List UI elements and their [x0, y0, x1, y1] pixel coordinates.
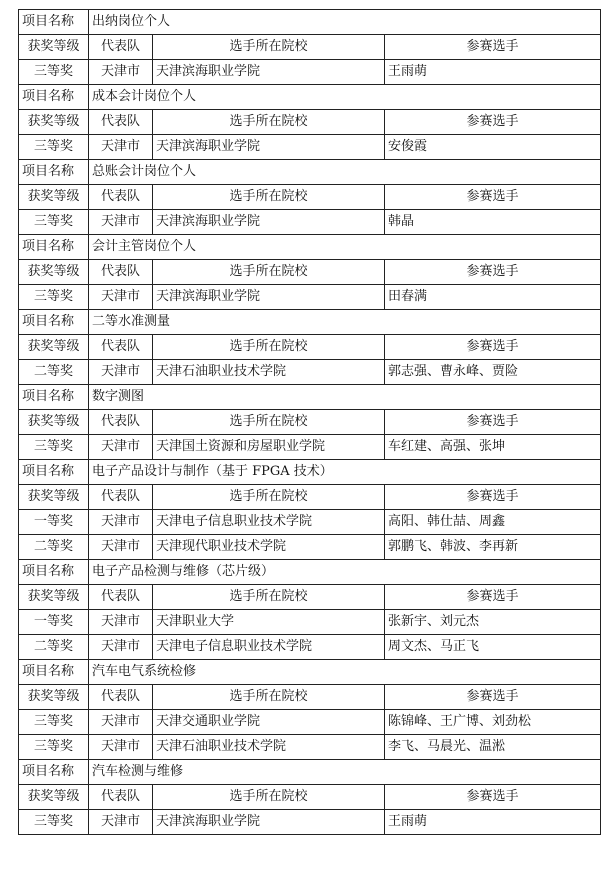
- header-team: 代表队: [89, 785, 153, 810]
- header-award-level: 获奖等级: [19, 185, 89, 210]
- project-name-row: [19, 385, 601, 410]
- header-team: 代表队: [89, 35, 153, 60]
- header-team: 代表队: [89, 410, 153, 435]
- column-header-row: [19, 110, 601, 135]
- project-name-label: 项目名称: [19, 235, 89, 260]
- project-name-row: [19, 310, 601, 335]
- project-name-label: 项目名称: [19, 385, 89, 410]
- award-level: 三等奖: [19, 135, 89, 160]
- team-name: 天津市: [89, 735, 153, 760]
- project-name-row: [19, 85, 601, 110]
- header-award-level: 获奖等级: [19, 685, 89, 710]
- award-level: 二等奖: [19, 535, 89, 560]
- player-names: 周文杰、马正飞: [385, 635, 601, 660]
- header-team: 代表队: [89, 185, 153, 210]
- header-school: 选手所在院校: [153, 785, 385, 810]
- header-school: 选手所在院校: [153, 410, 385, 435]
- header-players: 参赛选手: [385, 785, 601, 810]
- column-header-row: [19, 485, 601, 510]
- award-row: [19, 535, 601, 560]
- player-names: 安俊霞: [385, 135, 601, 160]
- header-school: 选手所在院校: [153, 485, 385, 510]
- award-level: 三等奖: [19, 710, 89, 735]
- header-award-level: 获奖等级: [19, 35, 89, 60]
- header-team: 代表队: [89, 585, 153, 610]
- award-row: [19, 135, 601, 160]
- header-players: 参赛选手: [385, 335, 601, 360]
- column-header-row: [19, 335, 601, 360]
- award-row: [19, 810, 601, 835]
- header-school: 选手所在院校: [153, 185, 385, 210]
- project-name-label: 项目名称: [19, 10, 89, 35]
- column-header-row: [19, 685, 601, 710]
- player-names: 李飞、马晨光、温淞: [385, 735, 601, 760]
- header-team: 代表队: [89, 685, 153, 710]
- award-row: [19, 285, 601, 310]
- school-name: 天津石油职业技术学院: [153, 360, 385, 385]
- school-name: 天津石油职业技术学院: [153, 735, 385, 760]
- award-row: [19, 635, 601, 660]
- header-school: 选手所在院校: [153, 585, 385, 610]
- header-school: 选手所在院校: [153, 685, 385, 710]
- player-names: 陈锦峰、王广博、刘劲松: [385, 710, 601, 735]
- header-award-level: 获奖等级: [19, 585, 89, 610]
- project-name-label: 项目名称: [19, 460, 89, 485]
- player-names: 张新宇、刘元杰: [385, 610, 601, 635]
- header-players: 参赛选手: [385, 485, 601, 510]
- player-names: 车红建、高强、张坤: [385, 435, 601, 460]
- team-name: 天津市: [89, 435, 153, 460]
- school-name: 天津交通职业学院: [153, 710, 385, 735]
- school-name: 天津滨海职业学院: [153, 810, 385, 835]
- column-header-row: [19, 585, 601, 610]
- player-names: 韩晶: [385, 210, 601, 235]
- project-name: 数字测图: [89, 385, 601, 410]
- header-award-level: 获奖等级: [19, 410, 89, 435]
- award-level: 二等奖: [19, 360, 89, 385]
- column-header-row: [19, 260, 601, 285]
- school-name: 天津滨海职业学院: [153, 285, 385, 310]
- award-level: 一等奖: [19, 610, 89, 635]
- player-names: 郭志强、曹永峰、贾险: [385, 360, 601, 385]
- project-name-label: 项目名称: [19, 760, 89, 785]
- project-name-row: [19, 235, 601, 260]
- award-row: [19, 710, 601, 735]
- project-name: 汽车检测与维修: [89, 760, 601, 785]
- project-name-label: 项目名称: [19, 310, 89, 335]
- header-players: 参赛选手: [385, 685, 601, 710]
- school-name: 天津电子信息职业技术学院: [153, 635, 385, 660]
- header-players: 参赛选手: [385, 260, 601, 285]
- school-name: 天津职业大学: [153, 610, 385, 635]
- header-players: 参赛选手: [385, 585, 601, 610]
- school-name: 天津国土资源和房屋职业学院: [153, 435, 385, 460]
- award-row: [19, 435, 601, 460]
- award-row: [19, 610, 601, 635]
- header-players: 参赛选手: [385, 185, 601, 210]
- header-award-level: 获奖等级: [19, 335, 89, 360]
- award-level: 三等奖: [19, 435, 89, 460]
- team-name: 天津市: [89, 210, 153, 235]
- award-row: [19, 735, 601, 760]
- team-name: 天津市: [89, 60, 153, 85]
- project-name-row: [19, 160, 601, 185]
- column-header-row: [19, 185, 601, 210]
- column-header-row: [19, 410, 601, 435]
- header-school: 选手所在院校: [153, 35, 385, 60]
- header-team: 代表队: [89, 260, 153, 285]
- team-name: 天津市: [89, 635, 153, 660]
- award-level: 三等奖: [19, 210, 89, 235]
- team-name: 天津市: [89, 610, 153, 635]
- team-name: 天津市: [89, 285, 153, 310]
- header-players: 参赛选手: [385, 35, 601, 60]
- header-award-level: 获奖等级: [19, 260, 89, 285]
- school-name: 天津滨海职业学院: [153, 135, 385, 160]
- project-name: 出纳岗位个人: [89, 10, 601, 35]
- header-school: 选手所在院校: [153, 110, 385, 135]
- school-name: 天津电子信息职业技术学院: [153, 510, 385, 535]
- school-name: 天津滨海职业学院: [153, 60, 385, 85]
- team-name: 天津市: [89, 535, 153, 560]
- project-name-label: 项目名称: [19, 160, 89, 185]
- column-header-row: [19, 785, 601, 810]
- project-name: 电子产品设计与制作（基于 FPGA 技术）: [89, 460, 601, 485]
- project-name-row: [19, 760, 601, 785]
- project-name-label: 项目名称: [19, 560, 89, 585]
- team-name: 天津市: [89, 810, 153, 835]
- award-level: 二等奖: [19, 635, 89, 660]
- player-names: 郭鹏飞、韩波、李再新: [385, 535, 601, 560]
- header-team: 代表队: [89, 110, 153, 135]
- team-name: 天津市: [89, 710, 153, 735]
- player-names: 王雨萌: [385, 810, 601, 835]
- award-level: 三等奖: [19, 60, 89, 85]
- project-name-label: 项目名称: [19, 660, 89, 685]
- player-names: 田春满: [385, 285, 601, 310]
- team-name: 天津市: [89, 360, 153, 385]
- award-row: [19, 210, 601, 235]
- player-names: 高阳、韩仕喆、周鑫: [385, 510, 601, 535]
- school-name: 天津现代职业技术学院: [153, 535, 385, 560]
- project-name: 会计主管岗位个人: [89, 235, 601, 260]
- project-name: 电子产品检测与维修（芯片级）: [89, 560, 601, 585]
- project-name-row: [19, 560, 601, 585]
- header-award-level: 获奖等级: [19, 110, 89, 135]
- header-team: 代表队: [89, 485, 153, 510]
- header-players: 参赛选手: [385, 410, 601, 435]
- project-name-label: 项目名称: [19, 85, 89, 110]
- header-award-level: 获奖等级: [19, 485, 89, 510]
- awards-table: [18, 9, 601, 835]
- school-name: 天津滨海职业学院: [153, 210, 385, 235]
- project-name: 总账会计岗位个人: [89, 160, 601, 185]
- player-names: 王雨萌: [385, 60, 601, 85]
- project-name: 二等水准测量: [89, 310, 601, 335]
- award-row: [19, 60, 601, 85]
- award-level: 三等奖: [19, 285, 89, 310]
- award-level: 三等奖: [19, 810, 89, 835]
- header-players: 参赛选手: [385, 110, 601, 135]
- team-name: 天津市: [89, 510, 153, 535]
- header-school: 选手所在院校: [153, 335, 385, 360]
- header-award-level: 获奖等级: [19, 785, 89, 810]
- award-level: 一等奖: [19, 510, 89, 535]
- column-header-row: [19, 35, 601, 60]
- award-row: [19, 360, 601, 385]
- project-name-row: [19, 660, 601, 685]
- header-team: 代表队: [89, 335, 153, 360]
- awards-table-body: [19, 10, 601, 835]
- team-name: 天津市: [89, 135, 153, 160]
- award-level: 三等奖: [19, 735, 89, 760]
- project-name-row: [19, 10, 601, 35]
- project-name: 汽车电气系统检修: [89, 660, 601, 685]
- header-school: 选手所在院校: [153, 260, 385, 285]
- project-name: 成本会计岗位个人: [89, 85, 601, 110]
- award-row: [19, 510, 601, 535]
- project-name-row: [19, 460, 601, 485]
